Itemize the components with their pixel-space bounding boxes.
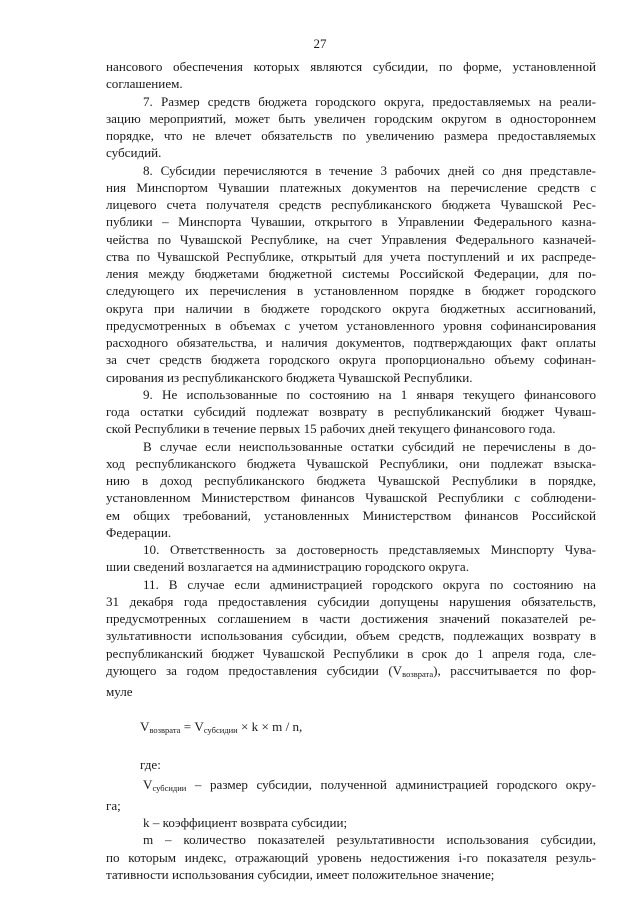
text-line: 10. Ответственность за достоверность представляемых Минспорту Чува- (143, 542, 596, 557)
text-line: m – количество показателей результативности использования субсидии, (143, 832, 596, 848)
text-line: шии сведений возлагается на администрацию городского округа. (106, 559, 470, 575)
text-line: 9. Не использованные по состоянию на 1 января текущего финансового (143, 386, 596, 402)
text-line: тативности использования субсидии, имеет положительное значение; (106, 866, 495, 882)
text-line: 7. Размер средств бюджета городского округа, предоставляемых на реали- (143, 93, 596, 109)
subscript: возврата (402, 668, 434, 679)
text-line: предусмотренных соглашением в части достижения значений показателей ре- (106, 611, 596, 626)
text-line: округа при наличии в бюджете городского округа бюджетных ассигнований, (106, 300, 596, 316)
text-line: расходного обязательства, и наличия документов, подтверждающих факт оплаты (106, 335, 596, 350)
text-line: порядке, что не влечет обязательств по увеличению размера предоставляемых (106, 128, 596, 143)
formula-symbol: V (140, 719, 150, 735)
text-line: ления между бюджетами бюджетной системы Российской Федерации, для по- (106, 266, 596, 281)
text-line (106, 662, 596, 683)
text-line: установленном Министерством финансов Чувашской Республики с соблюдени- (106, 490, 596, 506)
paragraph-9-continuation (106, 438, 596, 542)
text-line: 31 декабря года предоставления субсидии допущены нарушения обязательств, (106, 593, 596, 609)
definition-k (106, 814, 596, 831)
formula-symbol: V (143, 776, 153, 792)
definition-v-subsidy (106, 776, 596, 815)
text-line: муле (106, 684, 133, 699)
text-line: субсидий. (106, 145, 162, 161)
text-line: ем общих требований, установленных Министерством финансов Российской (106, 507, 596, 523)
text-line: сирования из республиканского бюджета Чувашской Республики. (106, 369, 473, 385)
text-fragment: ), рассчитывается по фор- (433, 662, 596, 678)
paragraph-11 (106, 576, 596, 701)
text-fragment: дующего за годом предоставления субсидии (V (106, 662, 403, 678)
text-line: В случае если неиспользованные остатки субсидий не перечислены в до- (143, 438, 596, 454)
paragraph-continuation (106, 58, 596, 93)
subscript: возврата (149, 725, 181, 736)
text-line: соглашением. (106, 76, 183, 92)
text-line: зультативности использования субсидии, объем средств, подлежащих возврату в (106, 628, 596, 644)
subscript: субсидии (152, 782, 187, 793)
text-line: года остатки субсидий подлежат возврату в республиканский бюджет Чуваш- (106, 404, 596, 419)
text-line: чейства по Чувашской Республике, на счет Управления Федерального казначей- (106, 231, 596, 247)
text-line: предусмотренных в объемах с учетом установленного уровня софинансирования (106, 317, 596, 333)
paragraph-7 (106, 93, 596, 162)
text-line: зацию мероприятий, может быть увеличен городским округом в одностороннем (106, 110, 596, 126)
text-line: за счет средств бюджета городского округа пропорционально объему софинан- (106, 352, 596, 368)
text-line: ства по Чувашской Республике, открытый для учета поступлений и их распреде- (106, 248, 596, 264)
text-line (106, 776, 596, 797)
text-line: следующего их перечисления в установленном порядке в бюджет городского (106, 283, 596, 299)
subscript: субсидии (203, 725, 238, 736)
text-line: 11. В случае если администрацией городского округа по состоянию на (143, 576, 596, 592)
text-line: по которым индекс, отражающий уровень недостижения i-го показателя резуль- (106, 849, 596, 865)
text-line: ния Минспортом Чувашии платежных документов на перечисление средств с (106, 179, 596, 195)
text-line: нию в доход республиканского бюджета Чувашской Республики в порядке, (106, 473, 596, 488)
text-line: публики – Минспорта Чувашии, открытого в Управлении Федерального казна- (106, 214, 596, 230)
formula-rest: × k × m / n, (237, 719, 303, 735)
text-fragment: – размер субсидии, полученной администрацией городского окру- (186, 776, 596, 792)
text-line: 8. Субсидии перечисляются в течение 3 рабочих дней со дня представле- (143, 162, 596, 178)
formula-symbol: = V (180, 719, 204, 735)
text-line: k – коэффициент возврата субсидии; (143, 815, 348, 830)
definition-m (106, 831, 596, 883)
page-number: 27 (313, 36, 327, 51)
text-line: республиканский бюджет Чувашской Республики в срок до 1 апреля года, сле- (106, 645, 596, 661)
text-line: нансового обеспечения которых являются субсидии, по форме, установленной (106, 59, 596, 74)
paragraph-8 (106, 162, 596, 386)
paragraph-10 (106, 541, 596, 576)
text-line: ход республиканского бюджета Чувашской Республики, они подлежат взыска- (106, 455, 596, 471)
refund-formula (140, 718, 596, 739)
document-body (106, 58, 596, 883)
text-line: Федерации. (106, 524, 172, 540)
text-line: лицевого счета получателя средств республиканского бюджета Чувашской Рес- (106, 197, 596, 212)
where-label: где: (140, 757, 161, 773)
paragraph-9 (106, 386, 596, 438)
text-line: га; (106, 797, 121, 813)
text-line: ской Республики в течение первых 15 рабочих дней текущего финансового года. (106, 421, 556, 437)
